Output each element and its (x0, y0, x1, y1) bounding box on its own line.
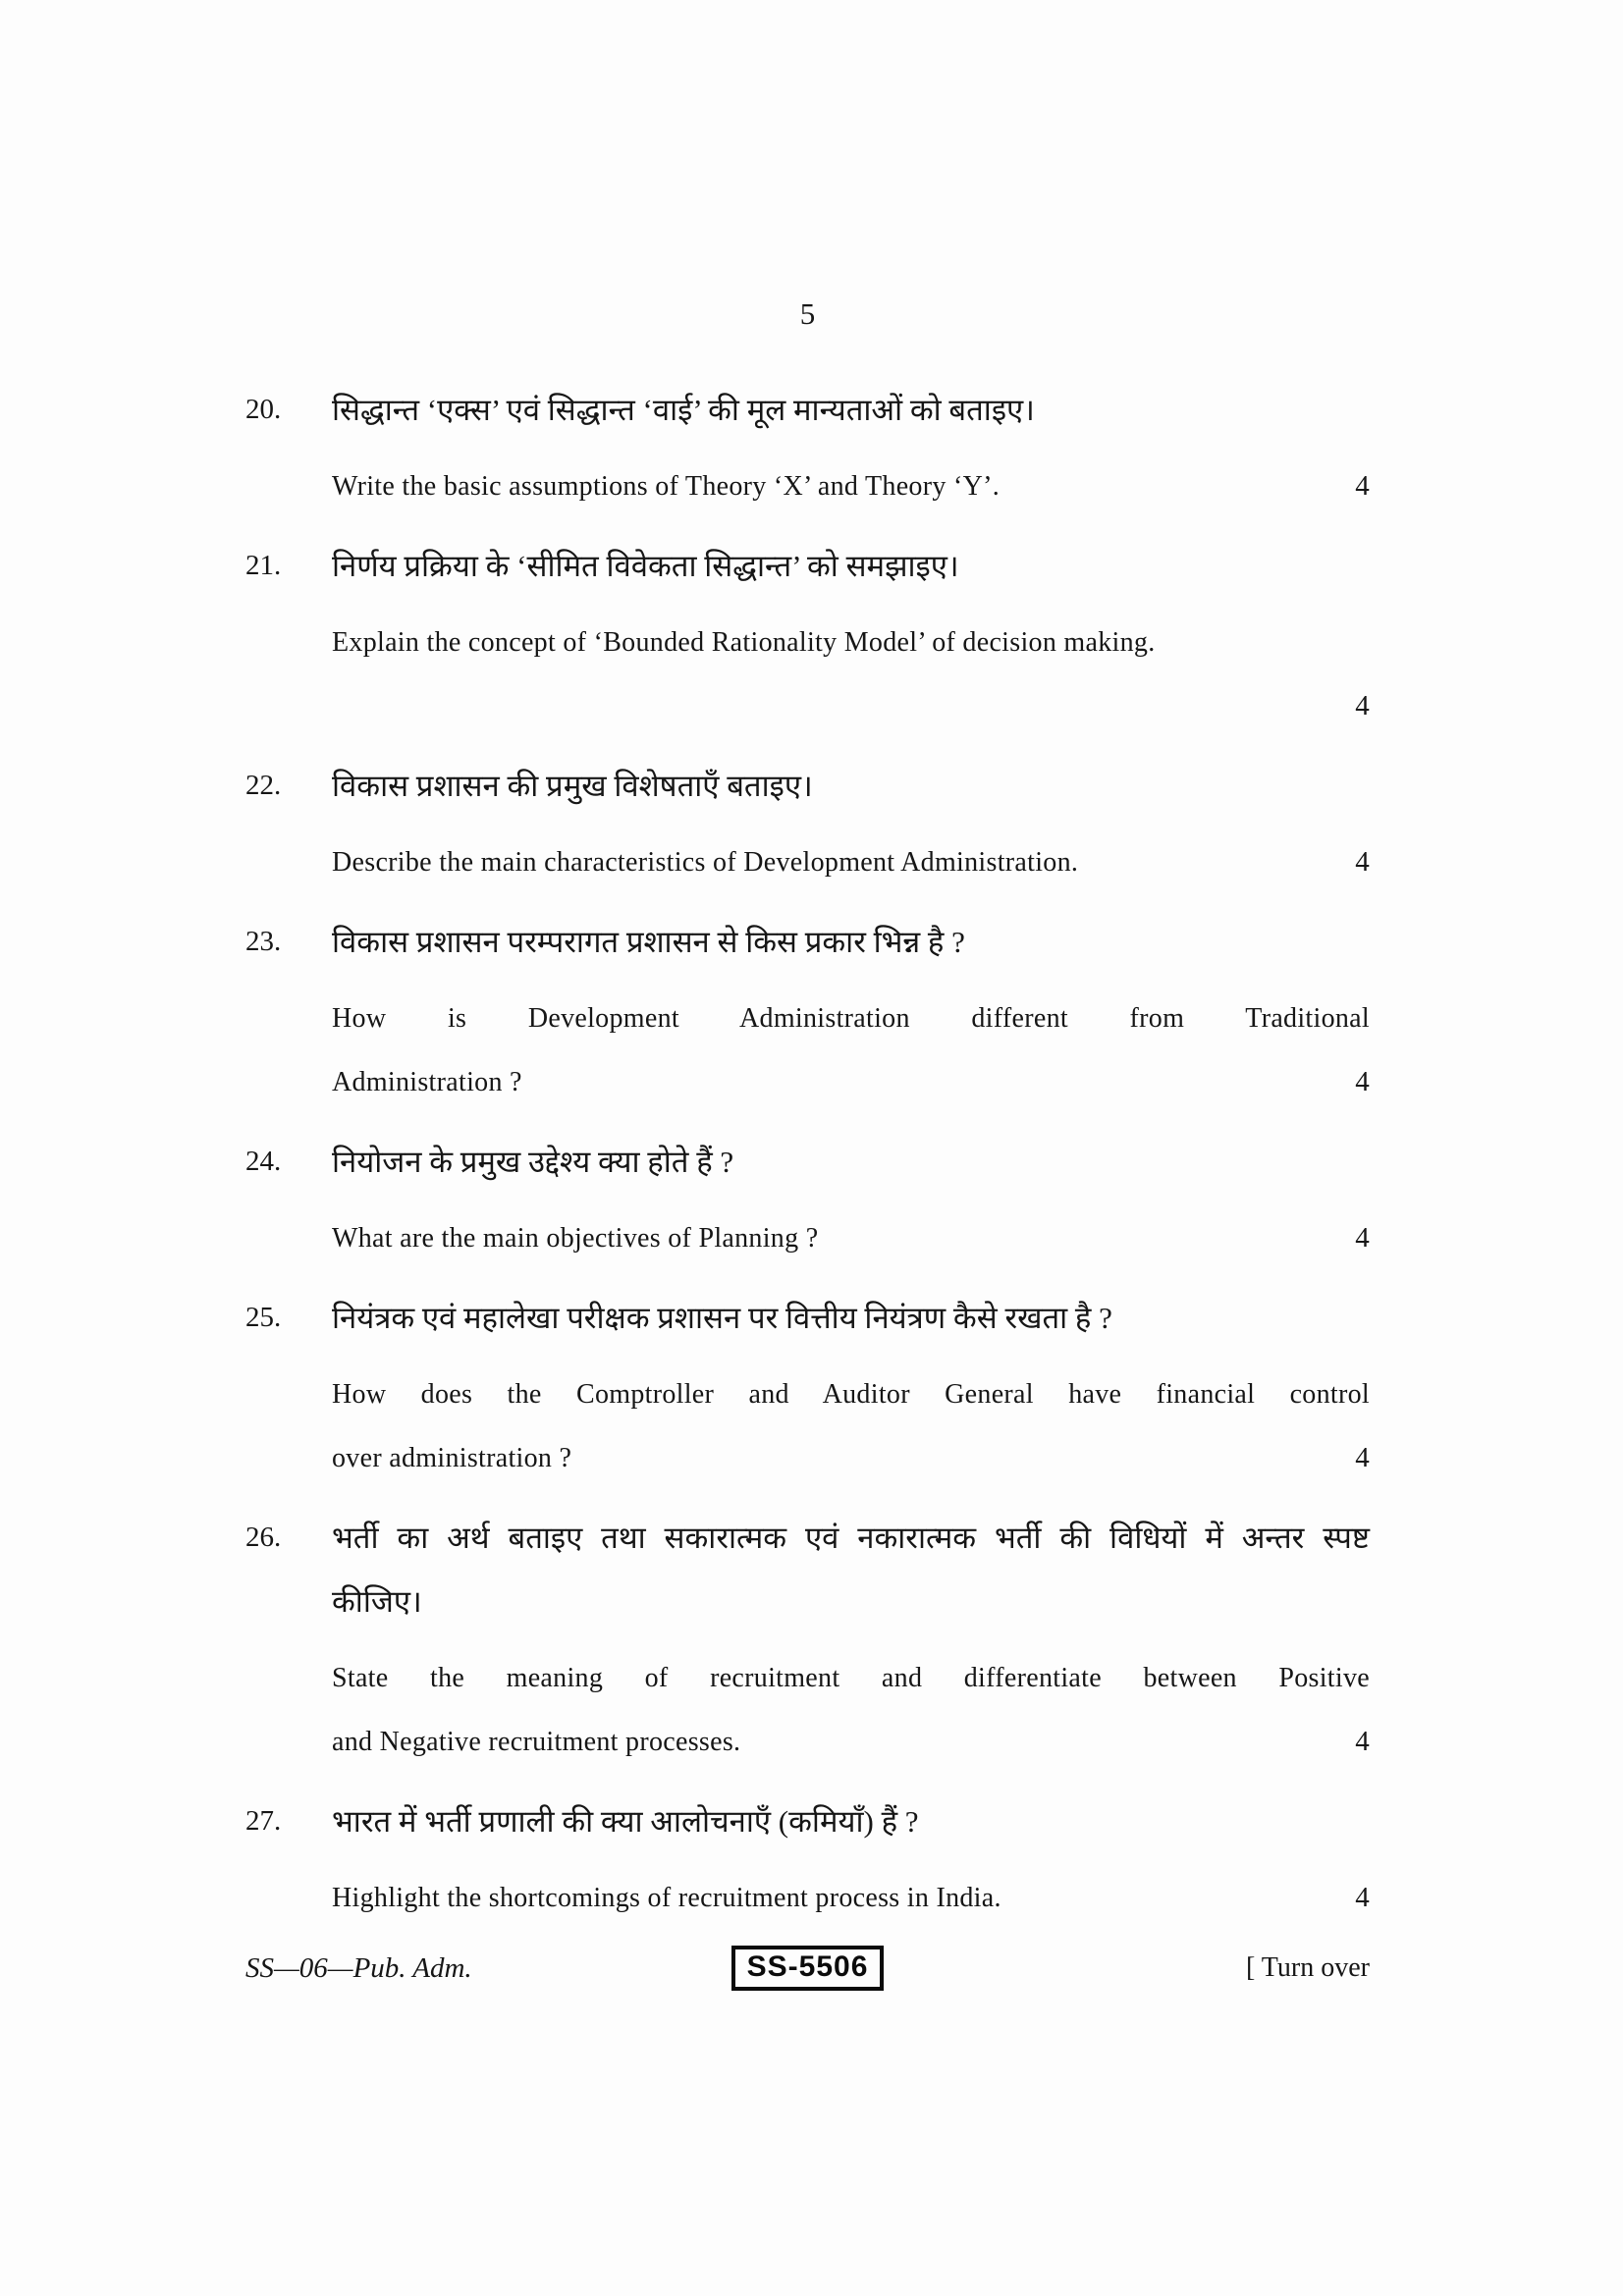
marks-value: 4 (1355, 1222, 1370, 1254)
question-line (332, 1789, 1370, 1853)
question-body (332, 1286, 1370, 1490)
question-line (332, 1362, 1370, 1426)
english-block (332, 611, 1370, 738)
question-text-english: Explain the concept of ‘Bounded Rationality Model’ of decision making. (332, 627, 1156, 658)
hindi-block (332, 1789, 1370, 1853)
hindi-block (332, 1130, 1370, 1194)
hindi-block (332, 1506, 1370, 1633)
question-line (332, 1866, 1370, 1930)
question-line (332, 378, 1370, 442)
question-text-english: State the meaning of recruitment and differentiate between Positive (332, 1663, 1370, 1693)
question-line (332, 830, 1370, 894)
question-line (332, 534, 1370, 598)
paper-series-label: SS—06—Pub. Adm. (245, 1951, 472, 1984)
question-number: 24. (245, 1146, 282, 1177)
question-line (332, 1130, 1370, 1194)
question-text-hindi: भारत में भर्ती प्रणाली की क्या आलोचनाएँ (कमियाँ) हैं ? (332, 1804, 919, 1839)
question-line (332, 1646, 1370, 1710)
marks-value: 4 (1355, 470, 1370, 502)
hindi-block (332, 910, 1370, 974)
question-number: 23. (245, 926, 282, 957)
page-footer (245, 1946, 1370, 1991)
page-number: 5 (799, 296, 816, 331)
question-text-hindi: नियंत्रक एवं महालेखा परीक्षक प्रशासन पर वित्तीय नियंत्रण कैसे रखता है ? (332, 1301, 1112, 1335)
english-block (332, 1206, 1370, 1270)
question-text-english: Write the basic assumptions of Theory ‘X’ and Theory ‘Y’. (332, 471, 1001, 502)
question-text-english: over administration ? (332, 1443, 572, 1473)
question-item (245, 1286, 1370, 1490)
question-line (332, 910, 1370, 974)
question-text-english: How does the Comptroller and Auditor General have financial control (332, 1379, 1370, 1410)
question-item (245, 1506, 1370, 1774)
question-line (332, 611, 1370, 674)
question-item (245, 910, 1370, 1114)
question-line (332, 1426, 1370, 1490)
question-text-hindi: नियोजन के प्रमुख उद्देश्य क्या होते हैं ? (332, 1145, 734, 1179)
question-number: 27. (245, 1805, 282, 1837)
question-body (332, 1130, 1370, 1270)
hindi-block (332, 754, 1370, 818)
english-block (332, 454, 1370, 518)
marks-value: 4 (1355, 1442, 1370, 1473)
question-line (332, 1286, 1370, 1350)
question-body (332, 378, 1370, 518)
question-text-english: Administration ? (332, 1067, 522, 1097)
question-text-english: Highlight the shortcomings of recruitment process in India. (332, 1883, 1001, 1913)
question-line (332, 674, 1370, 738)
english-block (332, 1866, 1370, 1930)
marks-value: 4 (1355, 1066, 1370, 1097)
english-block (332, 1362, 1370, 1490)
question-number: 25. (245, 1302, 282, 1333)
question-line (332, 754, 1370, 818)
question-text-hindi: सिद्धान्त ‘एक्स’ एवं सिद्धान्त ‘वाई’ की मूल मान्यताओं को बताइए। (332, 393, 1035, 427)
question-body (332, 910, 1370, 1114)
question-text-english: What are the main objectives of Planning ? (332, 1223, 819, 1254)
marks-value: 4 (1355, 690, 1370, 721)
english-block (332, 1646, 1370, 1774)
question-line (332, 987, 1370, 1050)
question-text-hindi: भर्ती का अर्थ बताइए तथा सकारात्मक एवं नकारात्मक भर्ती की विधियों में अन्तर स्पष्ट (332, 1521, 1370, 1555)
question-number: 22. (245, 770, 282, 801)
hindi-block (332, 378, 1370, 442)
question-text-hindi: कीजिए। (332, 1584, 422, 1619)
question-body (332, 534, 1370, 738)
marks-value: 4 (1355, 846, 1370, 878)
question-item (245, 534, 1370, 738)
question-item (245, 1789, 1370, 1930)
question-line (332, 454, 1370, 518)
question-line (332, 1206, 1370, 1270)
marks-value: 4 (1355, 1882, 1370, 1913)
marks-value: 4 (1355, 1726, 1370, 1757)
hindi-block (332, 534, 1370, 598)
question-list (245, 378, 1370, 1930)
hindi-block (332, 1286, 1370, 1350)
question-number: 21. (245, 550, 282, 581)
english-block (332, 830, 1370, 894)
question-body (332, 1506, 1370, 1774)
question-text-english: and Negative recruitment processes. (332, 1727, 741, 1757)
turn-over-label: [ Turn over (1245, 1952, 1370, 1983)
question-text-english: Describe the main characteristics of Development Administration. (332, 847, 1079, 878)
question-line (332, 1710, 1370, 1774)
question-text-hindi: विकास प्रशासन की प्रमुख विशेषताएँ बताइए। (332, 769, 813, 803)
question-line (332, 1570, 1370, 1633)
question-body (332, 754, 1370, 894)
question-body (332, 1789, 1370, 1930)
question-text-hindi: निर्णय प्रक्रिया के ‘सीमित विवेकता सिद्धान्त’ को समझाइए। (332, 549, 959, 583)
question-item (245, 754, 1370, 894)
question-line (332, 1506, 1370, 1570)
question-number: 20. (245, 394, 282, 425)
question-number: 26. (245, 1522, 282, 1553)
question-text-hindi: विकास प्रशासन परम्परागत प्रशासन से किस प्रकार भिन्न है ? (332, 925, 965, 959)
paper-code: SS-5506 (731, 1946, 885, 1991)
question-line (332, 1050, 1370, 1114)
paper-code-box (731, 1946, 885, 1991)
question-item (245, 378, 1370, 518)
question-text-english: How is Development Administration different from Traditional (332, 1003, 1370, 1034)
question-item (245, 1130, 1370, 1270)
english-block (332, 987, 1370, 1114)
